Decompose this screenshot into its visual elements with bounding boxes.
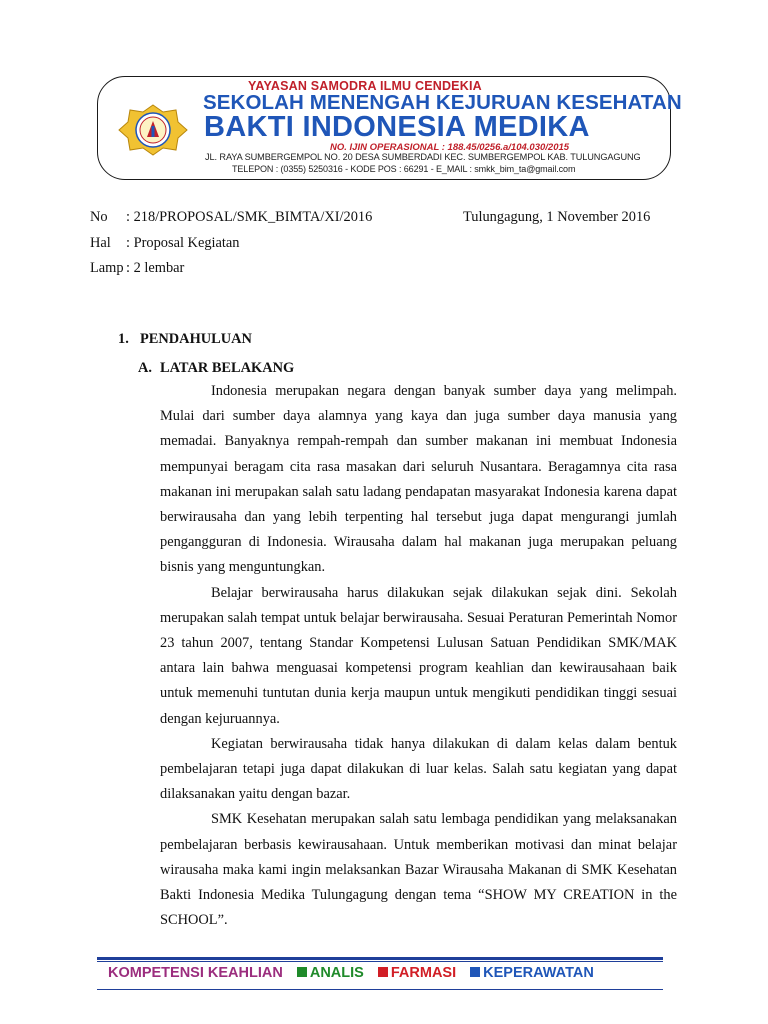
letterhead-school-name: BAKTI INDONESIA MEDIKA [204, 111, 590, 143]
body-text [160, 379, 677, 933]
letterhead-school-type: SEKOLAH MENENGAH KEJURUAN KESEHATAN [203, 91, 682, 114]
subsection-number: A. [138, 360, 152, 376]
footer-keperawatan-item [470, 965, 594, 981]
footer-keperawatan-label: KEPERAWATAN [483, 965, 594, 982]
footer-farmasi-item [378, 965, 466, 981]
red-square-icon [378, 967, 388, 977]
section-number: 1. [118, 331, 129, 347]
letterhead-ijin: NO. IJIN OPERASIONAL : 188.45/0256.a/104.030/2015 [330, 142, 570, 153]
meta-lamp-value: : 2 lembar [126, 260, 185, 276]
footer-competencies [108, 965, 594, 981]
school-seal-logo [118, 104, 188, 156]
footer-rule-top [97, 957, 663, 960]
footer-analis-label: ANALIS [309, 965, 364, 982]
letterhead-yayasan: YAYASAN SAMODRA ILMU CENDEKIA [248, 79, 482, 93]
paragraph-3: Kegiatan berwirausaha tidak hanya dilakukan di dalam kelas dalam bentuk pembelajaran tetapi juga dapat dilakukan di luar kelas. Salah satu kegiatan yang dapat dilaksanakan yaitu dengan bazar. [160, 735, 677, 803]
meta-no-value: : 218/PROPOSAL/SMK_BIMTA/XI/2016 [126, 209, 373, 225]
section-title: PENDAHULUAN [140, 331, 252, 347]
footer-farmasi-label: FARMASI [390, 965, 457, 982]
letterhead-address: JL. RAYA SUMBERGEMPOL NO. 20 DESA SUMBERDADI KEC. SUMBERGEMPOL KAB. TULUNGAGUNG [205, 152, 641, 162]
footer-rule-bottom [97, 989, 663, 990]
blue-square-icon [470, 967, 480, 977]
paragraph-4: SMK Kesehatan merupakan salah satu lembaga pendidikan yang melaksanakan pembelajaran berbasis kewirausahaan. Untuk memberikan motivasi dan minat belajar wirausaha maka kami ingin melaksankan Bazar Wirausaha Makanan di SMK Kesehatan Bakti Indonesia Medika Tulungagung dengan tema “SHOW MY CREATION in the SCHOOL”. [160, 811, 677, 929]
footer-rule-thin [97, 961, 663, 962]
subsection-title: LATAR BELAKANG [160, 360, 295, 376]
green-square-icon [297, 967, 307, 977]
footer-analis-item [297, 965, 374, 981]
paragraph-2: Belajar berwirausaha harus dilakukan sejak dilakukan sejak dini. Sekolah merupakan salah tempat untuk belajar berwirausaha. Sesuai Peraturan Pemerintah Nomor 23 tahun 2007, tentang Standar Kompetensi Lulusan Satuan Pendidikan SMK/MAK antara lain bahwa menguasai kompetensi program keahlian dan kewirausahaan baik untuk memenuhi tuntutan dunia kerja maupun untuk mengikuti pendidikan tinggi sesuai dengan kejuruannya. [160, 584, 677, 727]
meta-date: Tulungagung, 1 November 2016 [463, 209, 651, 225]
paragraph-1: Indonesia merupakan negara dengan banyak sumber daya yang melimpah. Mulai dari sumber daya alamnya yang kaya dan juga sumber daya manusia yang memadai. Banyaknya rempah-rempah dan sumber makanan ini membuat Indonesia mempunyai beragam cita rasa masakan dari seluruh Nusantara. Beragamnya cita rasa makanan ini merupakan salah satu ladang pendapatan masyarakat Indonesia karena dapat berwirausaha dan yang lebih terpenting hal tersebut juga dapat mengurangi jumlah pengangguran di Indonesia. Wirausaha dalam hal makanan juga merupakan peluang bisnis yang menguntungkan. [160, 383, 677, 576]
letterhead-contact: TELEPON : (0355) 5250316 - KODE POS : 66291 - E_MAIL : smkk_bim_ta@gmail.com [232, 164, 576, 174]
meta-hal-value: : Proposal Kegiatan [126, 235, 240, 251]
meta-hal-label: Hal [90, 235, 111, 251]
meta-lamp-label: Lamp [90, 260, 124, 276]
footer-kompetensi-label: KOMPETENSI KEAHLIAN [108, 965, 283, 982]
meta-no-label: No [90, 209, 108, 225]
